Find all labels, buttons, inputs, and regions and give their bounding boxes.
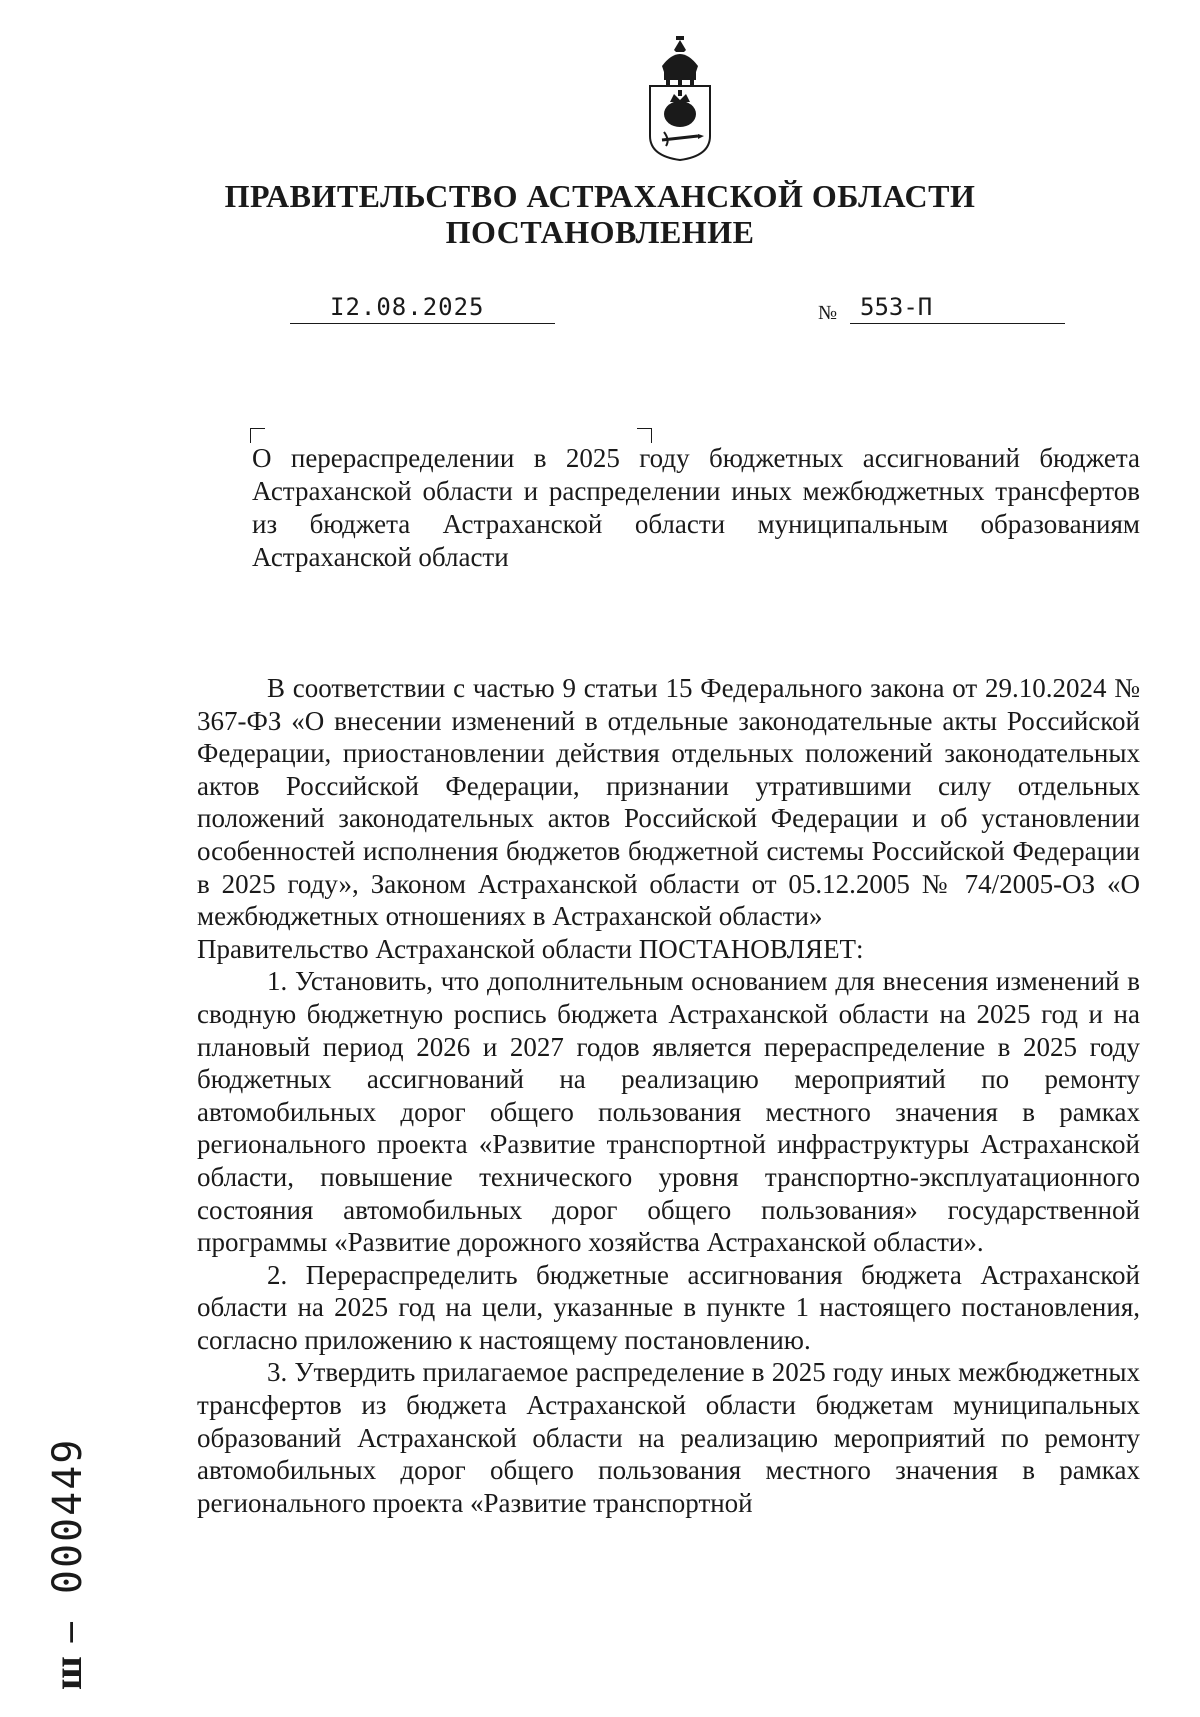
side-serial-stamp [44, 1370, 91, 1690]
document-subject: О перераспределении в 2025 году бюджетных ассигнований бюджета Астраханской области и распределении иных межбюджетных трансфертов из бюджета Астраханской области муниципальным образованиям Астраханской области [252, 443, 1140, 572]
item-3-paragraph: 3. Утвердить прилагаемое распределение в 2025 году иных межбюджетных трансфертов из бюджета Астраханской области бюджетам муниципальных образований Астраханской области на реализацию мероприятий по ремонту автомобильных дорог общего пользования местного значения в рамках регионального проекта «Развитие транспортной [197, 1357, 1140, 1518]
document-date: I2.08.2025 [290, 293, 555, 324]
item-1-paragraph: 1. Установить, что дополнительным основанием для внесения изменений в сводную бюджетную роспись бюджета Астраханской области на 2025 год и на плановый период 2026 и 2027 годов является перераспределение в 2025 году бюджетных ассигнований на реализацию мероприятий по ремонту автомобильных дорог общего пользования местного значения в рамках регионального проекта «Развитие транспортной инфраструктуры Астраханской области, повышение технического уровня транспортно-эксплуатационного состояния автомобильных дорог общего пользования» государственной программы «Развитие дорожного хозяйства Астраханской области». [197, 966, 1140, 1258]
document-number: 553-П [850, 293, 1065, 324]
side-stamp-prefix: ш – [45, 1620, 90, 1690]
document-type-title: ПОСТАНОВЛЕНИЕ [445, 214, 755, 250]
side-stamp-number: 000449 [45, 1437, 91, 1595]
number-sign: № [818, 302, 838, 324]
organization-title: ПРАВИТЕЛЬСТВО АСТРАХАНСКОЙ ОБЛАСТИ [224, 178, 976, 214]
subject-bracket-left [250, 428, 265, 443]
item-2-paragraph: 2. Перераспределить бюджетные ассигнования бюджета Астраханской области на 2025 год на цели, указанные в пункте 1 настоящего постановления, согласно приложению к настоящему постановлению. [197, 1259, 1140, 1355]
coat-of-arms-emblem [640, 36, 720, 162]
document-body [197, 672, 1140, 1519]
decree-line: Правительство Астраханской области ПОСТАНОВЛЯЕТ: [197, 933, 864, 964]
preamble-paragraph: В соответствии с частью 9 статьи 15 Федерального закона от 29.10.2024 № 367-ФЗ «О внесении изменений в отдельные законодательные акты Российской Федерации, приостановлении действия отдельных положений законодательных актов Российской Федерации, признании утратившими силу отдельных положений законодательных актов Российской Федерации и об установлении особенностей исполнения бюджетов бюджетной системы Российской Федерации в 2025 году», Законом Астраханской области от 05.12.2005 № 74/2005-ОЗ «О межбюджетных отношениях в Астраханской области» [197, 673, 1140, 932]
subject-bracket-right [637, 428, 652, 443]
